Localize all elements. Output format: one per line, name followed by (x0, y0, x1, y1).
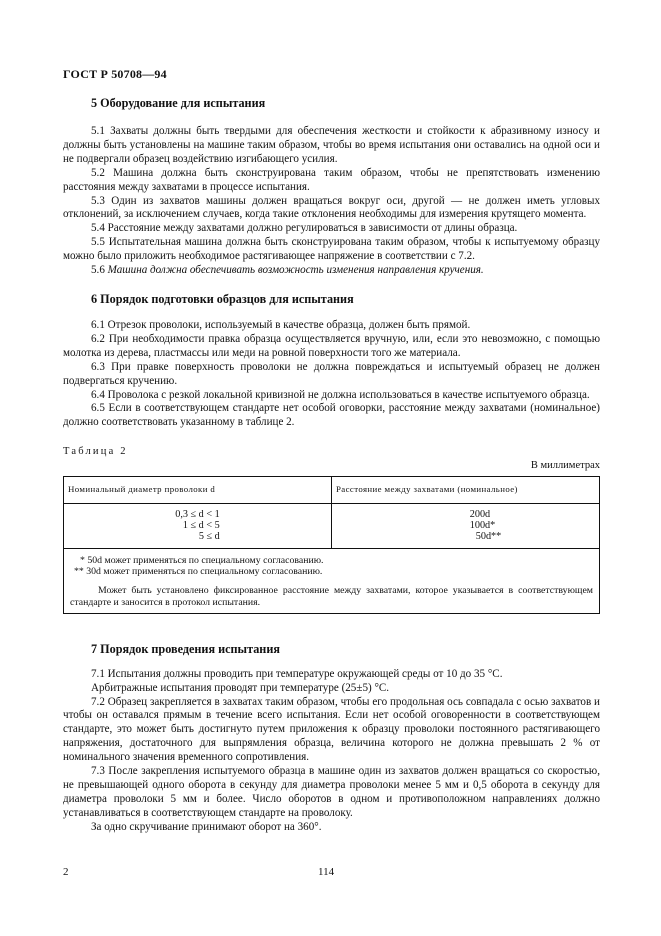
paragraph-5-1: 5.1 Захваты должны быть твердыми для обеспечения жесткости и стойкости к абразивному износу и должны быть установлены на машине таким образом, чтобы во время испытания они оставались на одной оси и не подвергали образец воздействию изгибающего усилия. (63, 125, 600, 165)
table-header-diameter: Номинальный диаметр проволоки d (64, 477, 332, 504)
paragraph-7-1: 7.1 Испытания должны проводить при температуре окружающей среды от 10 до 35 °С. (91, 667, 503, 680)
paragraph-5-3: 5.3 Один из захватов машины должен вращаться вокруг оси, другой — не должен иметь угловых отклонений, за исключением случаев, когда такие отклонения необходимы для измерения крутящего момента. (63, 194, 600, 221)
paragraph-7-3: 7.3 После закрепления испытуемого образца в машине один из захватов должен вращаться со скоростью, не превышающей одного оборота в секунду для диаметра проволоки менее 5 мм и 0,5 оборота в секунду для диаметра проволоки 5 мм и более. Число оборотов в одном и противоположном направлениях должно устанавливаться в соответствующем стандарте на проволоку. (63, 765, 600, 819)
table-2 (63, 476, 600, 614)
paragraph-6-1: 6.1 Отрезок проволоки, используемый в качестве образца, должен быть прямой. (91, 318, 471, 331)
table-notes-row (64, 548, 600, 613)
table-note: Может быть установлено фиксированное расстояние между захватами, которое указывается в соответствующем стандарте и заносится в протокол испытания. (70, 585, 593, 608)
paragraph-6-4: 6.4 Проволока с резкой локальной кривизной не должна использоваться в качестве испытуемого образца. (91, 388, 590, 401)
diameter-value: 5 ≤ d (198, 531, 220, 543)
table-footnote: ** 30d может применяться по специальному согласованию. (74, 566, 323, 578)
document-header: ГОСТ Р 50708—94 (63, 67, 167, 81)
section-7-title: 7 Порядок проведения испытания (91, 641, 280, 656)
paragraph-5-6 (63, 264, 600, 278)
paragraph-7-1-arbitration: Арбитражные испытания проводят при температуре (25±5) °С. (91, 681, 390, 694)
distance-value: 100d* (469, 520, 496, 532)
distance-value: 50d** (475, 531, 502, 543)
table-row (64, 503, 600, 548)
sheet-number: 114 (318, 866, 335, 878)
paragraph-5-6-text: Машина должна обеспечивать возможность изменения направления кручения. (107, 264, 484, 277)
table-notes-cell (64, 548, 600, 613)
paragraph-5-2: 5.2 Машина должна быть сконструирована таким образом, чтобы не препятствовать изменению расстояния между захватами в процессе испытания. (63, 166, 600, 193)
table-header-distance: Расстояние между захватами (номинальное) (332, 477, 600, 504)
table-header-row (64, 477, 600, 504)
document-body (63, 96, 600, 835)
paragraph-5-5: 5.5 Испытательная машина должна быть сконструирована таким образом, чтобы к испытуемому образцу можно было приложить необходимое растягивающее напряжение в соответствии с 7.2. (63, 236, 600, 263)
table-units: В миллиметрах (530, 460, 600, 472)
paragraph-7-3-twist: За одно скручивание принимают оборот на 360°. (91, 820, 322, 833)
paragraph-6-2: 6.2 При необходимости правка образца осуществляется вручную, или, если это невозможно, с помощью молотка из дерева, пластмассы или меди на ровной поверхности того же материала. (63, 332, 600, 359)
table-caption: Таблица 2 (63, 446, 128, 458)
paragraph-7-2: 7.2 Образец закрепляется в захватах таким образом, чтобы его продольная ось совпадала с осью захватов и чтобы он оставался прямым в течение всего испытания. Если нет особой оговоренности в соответствующем стандарте, это может быть достигнуто путем приложения к образцу проволоки постоянного растягивающего напряжения, достаточного для выпрямления образца, величина которого не должна превышать 2 % от номинального значения временного сопротивления. (63, 695, 600, 764)
page-number: 2 (63, 866, 69, 878)
paragraph-6-3: 6.3 При правке поверхность проволоки не должна повреждаться и испытуемый образец не должен подвергаться кручению. (63, 360, 600, 387)
table-footnote: * 50d может применяться по специальному согласованию. (80, 554, 324, 566)
section-6-title: 6 Порядок подготовки образцов для испытания (91, 291, 354, 306)
section-5-title: 5 Оборудование для испытания (91, 96, 266, 110)
distance-value: 200d (469, 508, 491, 520)
table-cell-distances (332, 503, 600, 548)
table-cell-diameters (64, 503, 332, 548)
paragraph-6-5: 6.5 Если в соответствующем стандарте нет особой оговорки, расстояние между захватами (номинальное) должно соответствовать указанному в таблице 2. (63, 402, 600, 429)
diameter-value: 0,3 ≤ d < 1 (175, 508, 220, 520)
paragraph-5-4: 5.4 Расстояние между захватами должно регулироваться в зависимости от длины образца. (91, 222, 518, 235)
diameter-value: 1 ≤ d < 5 (182, 520, 220, 532)
paragraph-5-6-number: 5.6 (91, 264, 105, 277)
